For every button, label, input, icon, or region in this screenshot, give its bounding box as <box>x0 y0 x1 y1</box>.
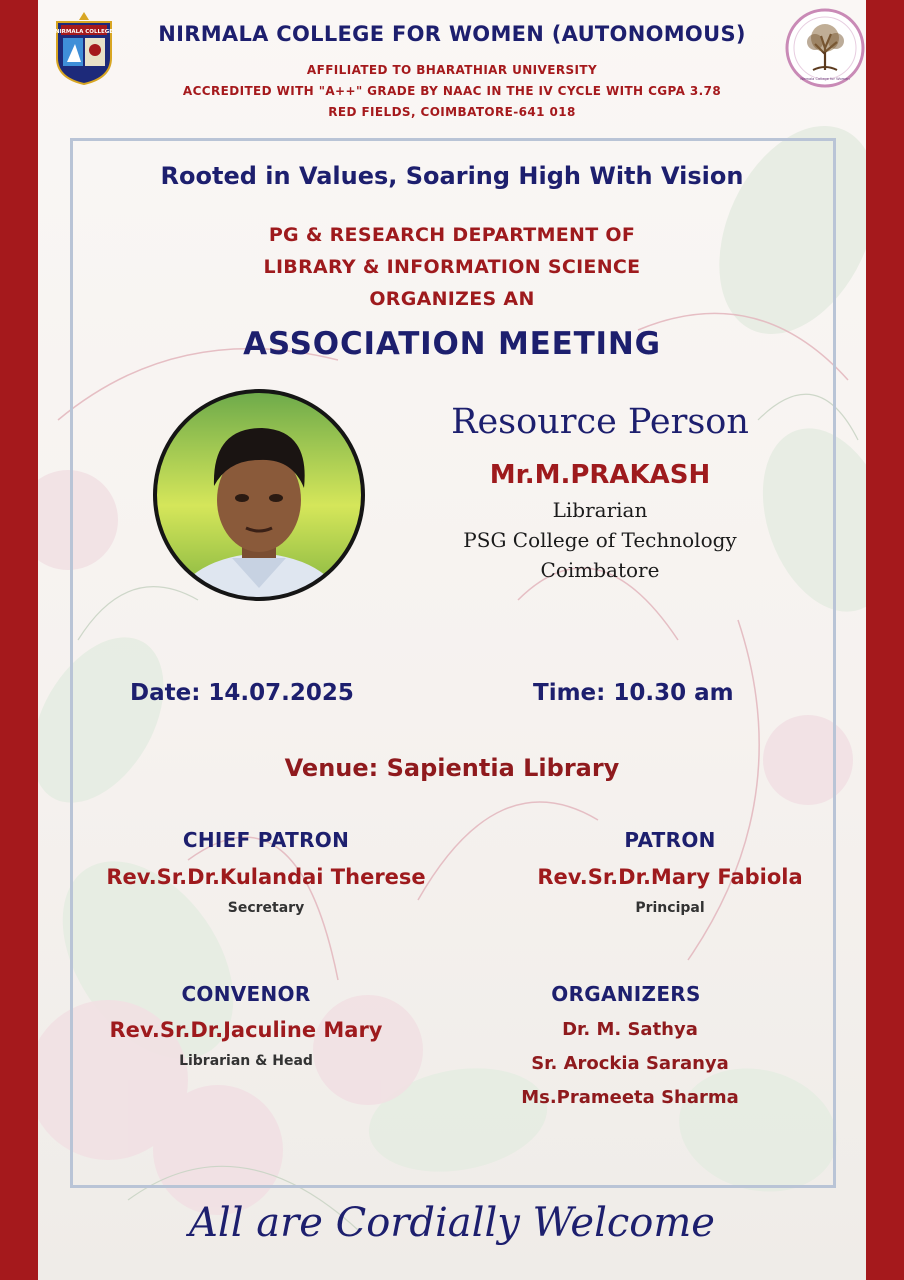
resource-person-photo <box>152 388 366 602</box>
address-line: RED FIELDS, COIMBATORE-641 018 <box>328 105 576 119</box>
department-line-1: PG & RESEARCH DEPARTMENT OF <box>268 224 636 246</box>
organizer-name: Sr. Arockia Saranya <box>531 1053 729 1074</box>
tagline: Rooted in Values, Soaring High With Vision <box>160 162 744 190</box>
event-title: ASSOCIATION MEETING <box>243 326 661 362</box>
convenor-role: CONVENOR <box>181 982 311 1006</box>
resource-person-institution: PSG College of Technology <box>463 528 737 552</box>
convenor-name: Rev.Sr.Dr.Jaculine Mary <box>109 1018 383 1042</box>
department-line-3: ORGANIZES AN <box>369 288 535 310</box>
chief-patron-designation: Secretary <box>227 900 305 916</box>
event-date: Date: 14.07.2025 <box>130 680 354 706</box>
event-venue: Venue: Sapientia Library <box>284 754 620 782</box>
chief-patron-role: CHIEF PATRON <box>182 828 350 852</box>
svg-text:NIRMALA COLLEGE: NIRMALA COLLEGE <box>54 29 114 35</box>
patron-designation: Principal <box>635 900 705 916</box>
welcome-message: All are Cordially Welcome <box>189 1200 715 1246</box>
organizers-role: ORGANIZERS <box>551 982 701 1006</box>
svg-text:Nirmala College for Women: Nirmala College for Women <box>800 77 850 81</box>
department-line-2: LIBRARY & INFORMATION SCIENCE <box>263 256 641 278</box>
chief-patron-name: Rev.Sr.Dr.Kulandai Therese <box>106 865 426 889</box>
resource-person-heading: Resource Person <box>451 402 749 442</box>
college-name: NIRMALA COLLEGE FOR WOMEN (AUTONOMOUS) <box>158 22 746 46</box>
resource-person-city: Coimbatore <box>540 558 660 582</box>
organizer-name: Dr. M. Sathya <box>562 1019 698 1040</box>
resource-person-name: Mr.M.PRAKASH <box>489 460 711 490</box>
patron-name: Rev.Sr.Dr.Mary Fabiola <box>537 865 803 889</box>
resource-person-designation: Librarian <box>552 498 648 522</box>
convenor-designation: Librarian & Head <box>179 1053 313 1069</box>
organizer-name: Ms.Prameeta Sharma <box>521 1087 739 1108</box>
affiliation-line: AFFILIATED TO BHARATHIAR UNIVERSITY <box>306 63 598 77</box>
patron-role: PATRON <box>624 828 716 852</box>
event-time: Time: 10.30 am <box>533 680 734 706</box>
accreditation-line: ACCREDITED WITH "A++" GRADE BY NAAC IN THE IV CYCLE WITH CGPA 3.78 <box>182 84 722 98</box>
